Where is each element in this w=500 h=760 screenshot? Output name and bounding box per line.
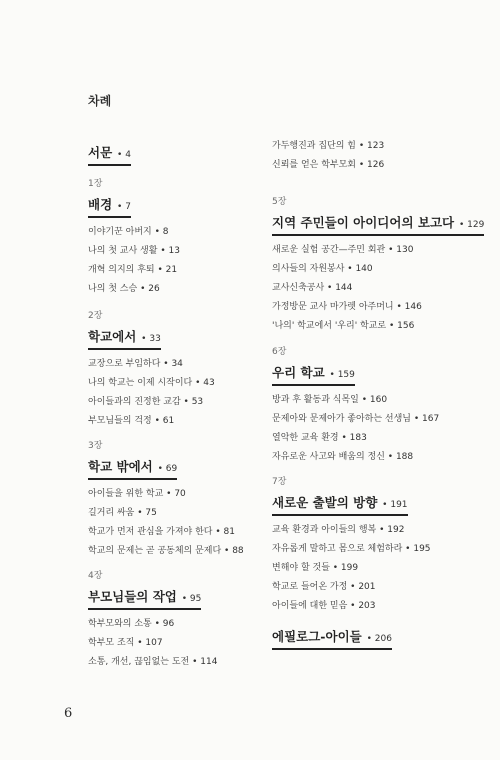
- page-number: 6: [64, 706, 73, 721]
- epilogue-heading: [272, 629, 392, 650]
- preface-page: 4: [125, 150, 131, 160]
- toc-title: 차례: [88, 94, 112, 108]
- chapter-heading: 부모님들의 작업• 95: [88, 589, 201, 610]
- toc-item: 교장으로 부임하다• 34: [88, 355, 298, 374]
- toc-item: 열악한 교육 환경• 183: [272, 429, 482, 448]
- toc-item: 나의 첫 스승• 26: [88, 280, 298, 299]
- chapter-heading: 학교에서• 33: [88, 329, 161, 350]
- chapter-heading: 우리 학교• 159: [272, 365, 355, 386]
- chapter-3: [88, 440, 298, 561]
- chapter-heading: 배경• 7: [88, 197, 131, 218]
- chapter-label: 3장: [88, 441, 103, 451]
- chapter-label: 1장: [88, 179, 103, 189]
- toc-item: 학부모 조직• 107: [88, 634, 298, 653]
- toc-item: 길거리 싸움• 75: [88, 504, 298, 523]
- toc-item: 부모님들의 걱정• 61: [88, 412, 298, 431]
- chapter-label: 7장: [272, 477, 287, 487]
- toc-item: 학교로 들어온 가정• 201: [272, 578, 482, 597]
- toc-item: 방과 후 활동과 식목일• 160: [272, 391, 482, 410]
- chapter-label: 6장: [272, 347, 287, 357]
- toc-item: 아이들을 위한 학교• 70: [88, 485, 298, 504]
- toc-item: 새로운 실험 공간—주민 회관• 130: [272, 241, 482, 260]
- chapter-label: 5장: [272, 197, 287, 207]
- chapter-label: 4장: [88, 571, 103, 581]
- chapter-label: 2장: [88, 311, 103, 321]
- chapter-4-continued: [272, 137, 482, 175]
- toc-item: 학교의 문제는 곧 공동체의 문제다• 88: [88, 542, 298, 561]
- preface-entry: [88, 142, 298, 166]
- epilogue-entry: [272, 626, 482, 650]
- chapter-2: [88, 310, 298, 431]
- epilogue-title: 에필로그-아이들: [272, 629, 362, 644]
- chapter-7: [272, 476, 482, 616]
- chapter-heading: 학교 밖에서• 69: [88, 459, 177, 480]
- toc-item: 나의 학교는 이제 시작이다• 43: [88, 374, 298, 393]
- toc-item: 아이들과의 진정한 교감• 53: [88, 393, 298, 412]
- chapter-heading: 새로운 출발의 방향• 191: [272, 495, 408, 516]
- toc-item: 소통, 개선, 끊임없는 도전• 114: [88, 653, 298, 672]
- toc-item: 개혁 의지의 후퇴• 21: [88, 261, 298, 280]
- toc-item: 교육 환경과 아이들의 행복• 192: [272, 521, 482, 540]
- chapter-6: [272, 346, 482, 467]
- toc-item: 학교가 먼저 관심을 가져야 한다• 81: [88, 523, 298, 542]
- toc-item: 의사들의 자원봉사• 140: [272, 260, 482, 279]
- toc-item: 자유롭게 말하고 몸으로 체험하라• 195: [272, 540, 482, 559]
- chapter-heading: 지역 주민들이 아이디어의 보고다• 129: [272, 215, 484, 236]
- toc-item: 신뢰를 얻은 학부모회• 126: [272, 156, 482, 175]
- toc-item: 아이들에 대한 믿음• 203: [272, 597, 482, 616]
- toc-item: '나의' 학교에서 '우리' 학교로• 156: [272, 317, 482, 336]
- toc-item: 가정방문 교사 마가렛 아주머니• 146: [272, 298, 482, 317]
- chapter-1: [88, 178, 298, 299]
- preface-heading: [88, 145, 131, 166]
- toc-item: 문제아와 문제아가 좋아하는 선생님• 167: [272, 410, 482, 429]
- epilogue-page: 206: [374, 634, 392, 644]
- toc-item: 자유로운 사고와 배움의 정신• 188: [272, 448, 482, 467]
- toc-item: 가두행진과 집단의 힘• 123: [272, 137, 482, 156]
- toc-item: 이야기꾼 아버지• 8: [88, 223, 298, 242]
- preface-title: 서문: [88, 145, 113, 160]
- chapter-5: [272, 196, 485, 336]
- toc-item: 나의 첫 교사 생활• 13: [88, 242, 298, 261]
- chapter-4: [88, 570, 298, 672]
- toc-item: 교사신축공사• 144: [272, 279, 482, 298]
- toc-item: 변해야 할 것들• 199: [272, 559, 482, 578]
- toc-item: 학부모와의 소통• 96: [88, 615, 298, 634]
